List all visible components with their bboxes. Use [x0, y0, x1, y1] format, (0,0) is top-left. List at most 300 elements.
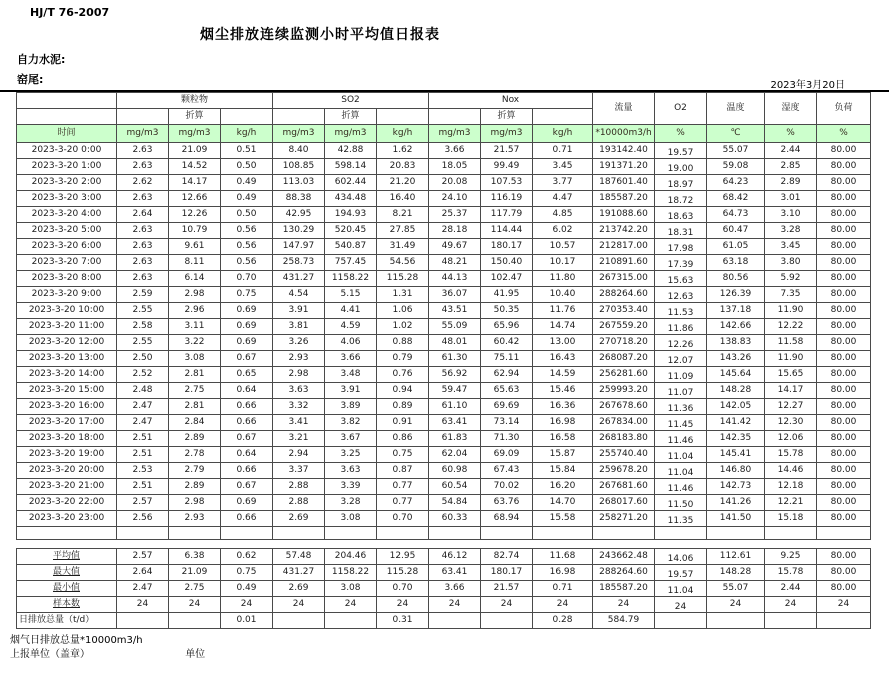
value-cell: 80.00 [817, 303, 871, 319]
value-cell: 3.48 [325, 367, 377, 383]
time-cell: 2023-3-20 1:00 [17, 159, 117, 175]
value-cell: 15.78 [765, 447, 817, 463]
value-cell: 16.36 [533, 399, 593, 415]
page-title: 烟尘排放连续监测小时平均值日报表 [200, 27, 440, 43]
value-cell: 61.05 [707, 239, 765, 255]
empty-cell [655, 527, 707, 540]
value-cell: 13.00 [533, 335, 593, 351]
value-cell: 28.18 [429, 223, 481, 239]
value-cell: 4.85 [533, 207, 593, 223]
value-cell: 80.00 [817, 223, 871, 239]
time-cell: 2023-3-20 4:00 [17, 207, 117, 223]
value-cell: 11.36 [655, 399, 707, 415]
value-cell: 540.87 [325, 239, 377, 255]
table-row [17, 399, 871, 415]
col-header-nox: Nox [429, 93, 593, 109]
empty-cell [533, 527, 593, 540]
value-cell: 80.00 [817, 351, 871, 367]
summary-value: 80.00 [817, 549, 871, 565]
value-cell: 3.25 [325, 447, 377, 463]
summary-value: 9.25 [765, 549, 817, 565]
time-cell: 2023-3-20 6:00 [17, 239, 117, 255]
value-cell: 108.85 [273, 159, 325, 175]
summary-value: 80.00 [817, 581, 871, 597]
value-cell: 44.13 [429, 271, 481, 287]
value-cell: 2.48 [117, 383, 169, 399]
table-row [17, 447, 871, 463]
total-value [429, 613, 481, 629]
blank-row [17, 527, 871, 540]
value-cell: 0.49 [221, 175, 273, 191]
value-cell: 80.00 [817, 399, 871, 415]
value-cell: 4.54 [273, 287, 325, 303]
value-cell: 0.67 [221, 351, 273, 367]
value-cell: 12.22 [765, 319, 817, 335]
value-cell: 0.69 [221, 319, 273, 335]
value-cell: 1.31 [377, 287, 429, 303]
report-table [16, 92, 871, 629]
value-cell: 80.00 [817, 495, 871, 511]
value-cell: 2.63 [117, 255, 169, 271]
value-cell: 259993.20 [593, 383, 655, 399]
value-cell: 0.94 [377, 383, 429, 399]
value-cell: 3.08 [169, 351, 221, 367]
value-cell: 142.05 [707, 399, 765, 415]
value-cell: 4.59 [325, 319, 377, 335]
value-cell: 17.98 [655, 239, 707, 255]
value-cell: 21.57 [481, 143, 533, 159]
value-cell: 0.51 [221, 143, 273, 159]
col-header-pm: 颗粒物 [117, 93, 273, 109]
table-row [17, 159, 871, 175]
unit-mg: mg/m3 [325, 125, 377, 143]
total-value: 0.01 [221, 613, 273, 629]
value-cell: 2.96 [169, 303, 221, 319]
value-cell: 2.81 [169, 367, 221, 383]
value-cell: 20.08 [429, 175, 481, 191]
summary-value: 24 [707, 597, 765, 613]
value-cell: 187601.40 [593, 175, 655, 191]
value-cell: 12.63 [655, 287, 707, 303]
value-cell: 2.69 [273, 511, 325, 527]
summary-value: 63.41 [429, 565, 481, 581]
value-cell: 2.85 [765, 159, 817, 175]
station-row [17, 71, 889, 91]
total-value [817, 613, 871, 629]
group-header-row [17, 93, 871, 109]
value-cell: 0.75 [221, 287, 273, 303]
value-cell: 2.63 [117, 239, 169, 255]
value-cell: 65.96 [481, 319, 533, 335]
units-header-row [17, 125, 871, 143]
summary-value: 24 [533, 597, 593, 613]
value-cell: 20.83 [377, 159, 429, 175]
summary-value: 24 [593, 597, 655, 613]
value-cell: 18.72 [655, 191, 707, 207]
total-value [169, 613, 221, 629]
table-row [17, 463, 871, 479]
summary-value: 80.00 [817, 565, 871, 581]
value-cell: 11.90 [765, 351, 817, 367]
summary-value: 2.64 [117, 565, 169, 581]
summary-value: 115.28 [377, 565, 429, 581]
value-cell: 2.55 [117, 303, 169, 319]
value-cell: 12.06 [765, 431, 817, 447]
time-cell: 2023-3-20 17:00 [17, 415, 117, 431]
time-cell: 2023-3-20 5:00 [17, 223, 117, 239]
value-cell: 36.07 [429, 287, 481, 303]
value-cell: 5.15 [325, 287, 377, 303]
value-cell: 267834.00 [593, 415, 655, 431]
value-cell: 0.66 [221, 463, 273, 479]
value-cell: 150.40 [481, 255, 533, 271]
value-cell: 1158.22 [325, 271, 377, 287]
value-cell: 69.69 [481, 399, 533, 415]
value-cell: 2.88 [273, 495, 325, 511]
value-cell: 0.77 [377, 495, 429, 511]
summary-value: 0.62 [221, 549, 273, 565]
value-cell: 0.66 [221, 511, 273, 527]
empty-cell [221, 527, 273, 540]
value-cell: 16.43 [533, 351, 593, 367]
value-cell: 80.00 [817, 207, 871, 223]
summary-value: 24 [117, 597, 169, 613]
summary-value: 82.74 [481, 549, 533, 565]
value-cell: 267681.60 [593, 479, 655, 495]
table-row [17, 271, 871, 287]
value-cell: 11.46 [655, 479, 707, 495]
value-cell: 2.63 [117, 191, 169, 207]
value-cell: 3.45 [765, 239, 817, 255]
value-cell: 60.98 [429, 463, 481, 479]
value-cell: 80.00 [817, 367, 871, 383]
value-cell: 6.02 [533, 223, 593, 239]
value-cell: 3.39 [325, 479, 377, 495]
value-cell: 0.69 [221, 303, 273, 319]
value-cell: 259678.20 [593, 463, 655, 479]
value-cell: 267315.00 [593, 271, 655, 287]
value-cell: 2.98 [169, 287, 221, 303]
time-cell: 2023-3-20 19:00 [17, 447, 117, 463]
value-cell: 2.56 [117, 511, 169, 527]
value-cell: 1.62 [377, 143, 429, 159]
value-cell: 2.59 [117, 287, 169, 303]
table-row [17, 415, 871, 431]
empty-cell [377, 527, 429, 540]
value-cell: 2.50 [117, 351, 169, 367]
value-cell: 3.63 [273, 383, 325, 399]
value-cell: 0.69 [221, 495, 273, 511]
total-value: 584.79 [593, 613, 655, 629]
summary-row [17, 581, 871, 597]
empty-cell [17, 527, 117, 540]
time-cell: 2023-3-20 13:00 [17, 351, 117, 367]
table-row [17, 479, 871, 495]
summary-value: 46.12 [429, 549, 481, 565]
value-cell: 2.84 [169, 415, 221, 431]
empty-cell [273, 109, 325, 125]
col-header-so2: SO2 [273, 93, 429, 109]
value-cell: 16.98 [533, 415, 593, 431]
value-cell: 602.44 [325, 175, 377, 191]
value-cell: 0.87 [377, 463, 429, 479]
value-cell: 0.50 [221, 159, 273, 175]
value-cell: 0.67 [221, 431, 273, 447]
value-cell: 3.41 [273, 415, 325, 431]
value-cell: 3.82 [325, 415, 377, 431]
table-row [17, 223, 871, 239]
value-cell: 2.51 [117, 431, 169, 447]
time-cell: 2023-3-20 3:00 [17, 191, 117, 207]
col-header-flow: 流量 [593, 93, 655, 125]
value-cell: 48.01 [429, 335, 481, 351]
value-cell: 61.83 [429, 431, 481, 447]
value-cell: 3.08 [325, 511, 377, 527]
value-cell: 80.00 [817, 239, 871, 255]
value-cell: 12.27 [765, 399, 817, 415]
unit-percent: % [817, 125, 871, 143]
summary-value: 3.08 [325, 581, 377, 597]
value-cell: 80.00 [817, 191, 871, 207]
table-row [17, 287, 871, 303]
value-cell: 113.03 [273, 175, 325, 191]
value-cell: 138.83 [707, 335, 765, 351]
time-cell: 2023-3-20 21:00 [17, 479, 117, 495]
value-cell: 71.30 [481, 431, 533, 447]
value-cell: 11.35 [655, 511, 707, 527]
value-cell: 0.64 [221, 447, 273, 463]
value-cell: 2.52 [117, 367, 169, 383]
total-value [117, 613, 169, 629]
value-cell: 55.07 [707, 143, 765, 159]
col-header-o2: O2 [655, 93, 707, 125]
value-cell: 14.70 [533, 495, 593, 511]
col-header-nox-converted: 折算 [481, 109, 533, 125]
table-row [17, 511, 871, 527]
value-cell: 3.77 [533, 175, 593, 191]
value-cell: 80.00 [817, 479, 871, 495]
value-cell: 11.04 [655, 463, 707, 479]
unit-mg: mg/m3 [481, 125, 533, 143]
value-cell: 0.77 [377, 479, 429, 495]
summary-value: 24 [655, 597, 707, 613]
value-cell: 147.97 [273, 239, 325, 255]
summary-value: 185587.20 [593, 581, 655, 597]
summary-value: 2.44 [765, 581, 817, 597]
value-cell: 0.67 [221, 479, 273, 495]
value-cell: 146.80 [707, 463, 765, 479]
value-cell: 50.35 [481, 303, 533, 319]
value-cell: 268087.20 [593, 351, 655, 367]
value-cell: 14.46 [765, 463, 817, 479]
unit-mg: mg/m3 [169, 125, 221, 143]
value-cell: 12.66 [169, 191, 221, 207]
table-row [17, 351, 871, 367]
summary-value: 24 [817, 597, 871, 613]
value-cell: 15.84 [533, 463, 593, 479]
unit-kgh: kg/h [221, 125, 273, 143]
value-cell: 0.65 [221, 367, 273, 383]
summary-value: 204.46 [325, 549, 377, 565]
time-cell: 2023-3-20 14:00 [17, 367, 117, 383]
time-cell: 2023-3-20 10:00 [17, 303, 117, 319]
total-value [655, 613, 707, 629]
total-value [325, 613, 377, 629]
value-cell: 137.18 [707, 303, 765, 319]
value-cell: 2.63 [117, 271, 169, 287]
empty-cell [593, 527, 655, 540]
value-cell: 17.39 [655, 255, 707, 271]
value-cell: 11.46 [655, 431, 707, 447]
value-cell: 180.17 [481, 239, 533, 255]
value-cell: 258271.20 [593, 511, 655, 527]
value-cell: 8.11 [169, 255, 221, 271]
value-cell: 268017.60 [593, 495, 655, 511]
col-header-temperature: 温度 [707, 93, 765, 125]
value-cell: 56.92 [429, 367, 481, 383]
summary-value: 16.98 [533, 565, 593, 581]
value-cell: 59.47 [429, 383, 481, 399]
value-cell: 11.04 [655, 447, 707, 463]
summary-value: 2.75 [169, 581, 221, 597]
value-cell: 520.45 [325, 223, 377, 239]
value-cell: 256281.60 [593, 367, 655, 383]
report-page [0, 6, 889, 662]
value-cell: 141.26 [707, 495, 765, 511]
standard-number: HJ/T 76-2007 [30, 6, 110, 19]
summary-value: 243662.48 [593, 549, 655, 565]
col-header-pm-converted: 折算 [169, 109, 221, 125]
value-cell: 15.18 [765, 511, 817, 527]
value-cell: 80.00 [817, 415, 871, 431]
summary-value: 112.61 [707, 549, 765, 565]
col-header-load: 负荷 [817, 93, 871, 125]
value-cell: 54.84 [429, 495, 481, 511]
value-cell: 80.00 [817, 287, 871, 303]
value-cell: 3.10 [765, 207, 817, 223]
summary-value: 11.04 [655, 581, 707, 597]
unit-kgh: kg/h [377, 125, 429, 143]
value-cell: 8.40 [273, 143, 325, 159]
value-cell: 64.23 [707, 175, 765, 191]
summary-value: 12.95 [377, 549, 429, 565]
value-cell: 258.73 [273, 255, 325, 271]
value-cell: 2.78 [169, 447, 221, 463]
value-cell: 102.47 [481, 271, 533, 287]
value-cell: 70.02 [481, 479, 533, 495]
value-cell: 3.80 [765, 255, 817, 271]
value-cell: 80.00 [817, 143, 871, 159]
value-cell: 14.17 [169, 175, 221, 191]
value-cell: 267678.60 [593, 399, 655, 415]
value-cell: 5.92 [765, 271, 817, 287]
total-value [765, 613, 817, 629]
value-cell: 1.06 [377, 303, 429, 319]
value-cell: 80.00 [817, 271, 871, 287]
value-cell: 288264.60 [593, 287, 655, 303]
unit-percent: % [655, 125, 707, 143]
value-cell: 14.59 [533, 367, 593, 383]
value-cell: 2.47 [117, 415, 169, 431]
value-cell: 25.37 [429, 207, 481, 223]
time-cell: 2023-3-20 11:00 [17, 319, 117, 335]
summary-value: 24 [221, 597, 273, 613]
value-cell: 10.57 [533, 239, 593, 255]
value-cell: 62.94 [481, 367, 533, 383]
value-cell: 63.76 [481, 495, 533, 511]
summary-value: 15.78 [765, 565, 817, 581]
value-cell: 3.32 [273, 399, 325, 415]
summary-row [17, 597, 871, 613]
value-cell: 49.67 [429, 239, 481, 255]
value-cell: 126.39 [707, 287, 765, 303]
total-row [17, 613, 871, 629]
summary-value: 24 [429, 597, 481, 613]
value-cell: 10.17 [533, 255, 593, 271]
summary-value: 21.57 [481, 581, 533, 597]
value-cell: 0.56 [221, 223, 273, 239]
value-cell: 3.28 [325, 495, 377, 511]
report-date: 2023年3月20日 [770, 80, 845, 91]
station-name: 窑尾: [17, 73, 44, 86]
value-cell: 80.00 [817, 431, 871, 447]
spacer-row [17, 540, 871, 549]
value-cell: 2.64 [117, 207, 169, 223]
time-cell: 2023-3-20 0:00 [17, 143, 117, 159]
value-cell: 59.08 [707, 159, 765, 175]
value-cell: 2.89 [169, 431, 221, 447]
table-row [17, 143, 871, 159]
time-cell: 2023-3-20 18:00 [17, 431, 117, 447]
value-cell: 270718.20 [593, 335, 655, 351]
summary-value: 2.69 [273, 581, 325, 597]
unit-mg: mg/m3 [273, 125, 325, 143]
empty-cell [17, 109, 117, 125]
value-cell: 0.86 [377, 431, 429, 447]
value-cell: 268183.80 [593, 431, 655, 447]
value-cell: 68.94 [481, 511, 533, 527]
summary-value: 0.71 [533, 581, 593, 597]
value-cell: 3.22 [169, 335, 221, 351]
value-cell: 80.00 [817, 511, 871, 527]
value-cell: 18.05 [429, 159, 481, 175]
total-label: 日排放总量（t/d） [17, 613, 117, 629]
value-cell: 24.10 [429, 191, 481, 207]
value-cell: 0.88 [377, 335, 429, 351]
value-cell: 0.71 [533, 143, 593, 159]
value-cell: 4.06 [325, 335, 377, 351]
total-value: 0.28 [533, 613, 593, 629]
value-cell: 3.28 [765, 223, 817, 239]
value-cell: 141.42 [707, 415, 765, 431]
summary-value: 11.68 [533, 549, 593, 565]
value-cell: 80.56 [707, 271, 765, 287]
value-cell: 15.63 [655, 271, 707, 287]
value-cell: 2.57 [117, 495, 169, 511]
value-cell: 2.58 [117, 319, 169, 335]
summary-value: 55.07 [707, 581, 765, 597]
summary-value: 19.57 [655, 565, 707, 581]
summary-value: 57.48 [273, 549, 325, 565]
value-cell: 18.97 [655, 175, 707, 191]
value-cell: 15.58 [533, 511, 593, 527]
value-cell: 61.10 [429, 399, 481, 415]
unit-celsius: ℃ [707, 125, 765, 143]
value-cell: 11.86 [655, 319, 707, 335]
summary-value: 21.09 [169, 565, 221, 581]
value-cell: 0.70 [221, 271, 273, 287]
time-cell: 2023-3-20 7:00 [17, 255, 117, 271]
